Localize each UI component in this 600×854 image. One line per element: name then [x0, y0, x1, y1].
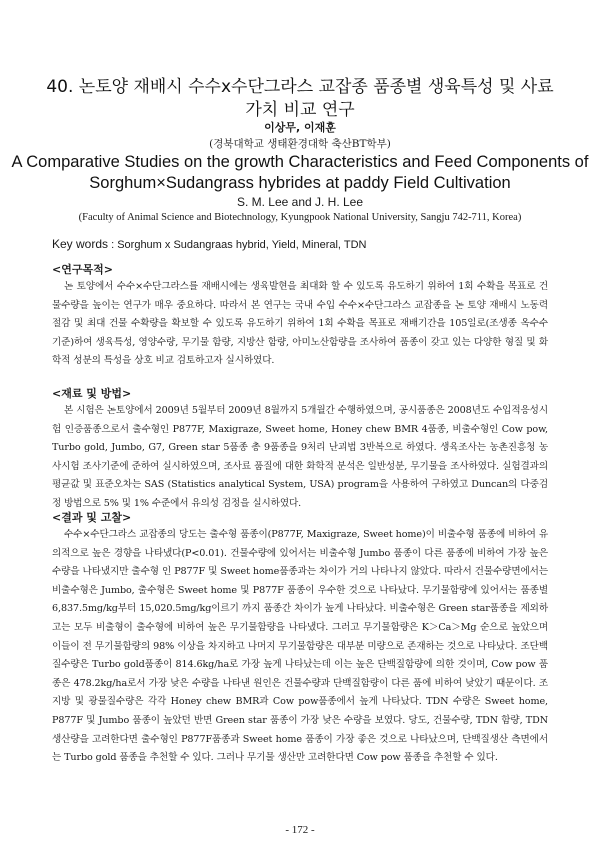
korean-title: 40. 논토양 재배시 수수x수단그라스 교잡종 품종별 생육특성 및 사료가치 비교 연구 — [46, 77, 554, 120]
korean-authors: 이상무, 이재훈 — [264, 121, 336, 134]
keywords-text: : Sorghum x Sudangraas hybrid, Yield, Mineral, TDN — [111, 239, 367, 251]
section-body-purpose: 논 토양에서 수수×수단그라스를 재배시에는 생육발현을 최대화 할 수 있도록 유도하기 위하여 1회 수확을 목표로 건물수량을 높이는 연구가 매우 중요하다. 따라서 본 연구는 국내 수입 수수×수단그라스 교잡종을 논 토양 재배시 노동력 절감 및 최대 건물 수확량을 확보할 수 있도록 유도하기 위하여 1회 수확을 목표로 재배기간을 105일로(조생종 옥수수 기준)하여 생육특성, 영양수량, 무기물 함량, 지방산 함량, 아미노산함량을 조사하여 품종이 갖고 있는 다양한 형질 및 화학적 성분의 특성을 상호 비교 검토하고자 실시하였다. — [52, 281, 548, 367]
page-number: - 172 - — [285, 824, 315, 836]
english-affiliation: (Faculty of Animal Science and Biotechnology, Kyungpook National University, Sangju 742-711, Korea) — [78, 212, 522, 223]
section-heading-results: <결과 및 고찰> — [52, 511, 132, 524]
section-body-methods: 본 시험은 논토양에서 2009년 5월부터 2009년 8월까지 5개월간 수행하였으며, 공시품종은 2008년도 수입적응성시험 인증품종으로서 출수형인 P877F, Maxigraze, Sweet home, Honey chew BMR 4품종, 비출수형인 Cow pow, Turbo gold, Jumbo, G7, Green star 5품종 총 9품종을 9처리 난괴법 3반복으로 하였다. 생육조사는 농촌진흥청 농사시험 조사기준에 준하여 실시하였으며, 조사료 품질에 대한 화학적 분석은 일반성분, 무기물을 조사하였다. 실험결과의 평균값 및 표준오차는 SAS (Statistics analytical System, USA) program을 사용하여 구하였고 Duncan의 다중검정 방법으로 5% 및 1% 수준에서 유의성 검정을 실시하였다. — [52, 405, 548, 509]
korean-affiliation: (경북대학교 생태환경대학 축산BT학부) — [209, 138, 391, 150]
english-authors: S. M. Lee and J. H. Lee — [236, 195, 364, 209]
keywords-label: Key words — [52, 237, 109, 251]
english-title: A Comparative Studies on the growth Characteristics and Feed Components of Sorghum×Sudangrass hybrides at paddy Field Cultivation — [11, 153, 589, 192]
section-body-results: 수수×수단그라스 교잡종의 당도는 출수형 품종이(P877F, Maxigraze, Sweet home)이 비출수형 품종에 비하여 유의적으로 높은 경향을 나타냈다(P<0.01). 건물수량에 있어서는 비출수형 Jumbo 품종이 다른 품종에 비하여 가장 높은 수량을 나타냈지만 출수형 인 P877F 및 Sweet home품종과는 차이가 거의 나타나지 않았다. 따라서 건물수량면에서는 비출수형은 Jumbo, 출수형은 Sweet home 및 P877F 품종이 우수한 것으로 나타났다. 무기물함량에 있어서는 품종별 6,837.5mg/kg부터 15,020.5mg/kg이르기 까지 품종간 차이가 높게 나타났다. 비출수형은 Green star품종을 제외하고는 모두 비출형이 출수형에 비하여 높은 무기물함량을 나타냈다. 그러고 무기물함량은 K＞Ca＞Mg 순으로 높았으며 이들이 전 무기물함량의 98% 이상을 차지하고 나머지 무기물함량은 대부분 미량으로 존재하는 것으로 나타났다. 조단백질수량은 Turbo gold품종이 814.6kg/ha로 가장 높게 나타났는데 이는 높은 단백질함량에 의한 것이며, Cow pow 품종은 478.2kg/ha로서 가장 낮은 수량을 나타낸 원인은 건물수량과 단백질함량이 다른 품에 비하여 낮았기 때문이다. 조지방 및 광물질수량은 각각 Honey chew BMR과 Cow pow품종에서 높게 나타났다. TDN 수량은 Sweet home, P877F 및 Jumbo 품종이 높았던 반면 Green star 품종이 가장 낮은 수량을 보였다. 당도, 건물수량, TDN 함량, TDN 생산량을 고려한다면 출수형인 P877F품종과 Sweet home 품종이 가장 좋은 것으로 나타났으며, 단백질생산 측면에서는 Turbo gold 품종을 추천할 수 있다. 그러나 무기물 생산만 고려한다면 Cow pow 품종을 추천할 수 있다. — [52, 529, 548, 764]
section-heading-purpose: <연구목적> — [52, 263, 113, 276]
keywords — [52, 237, 572, 252]
section-heading-methods: <재료 및 방법> — [52, 387, 132, 400]
